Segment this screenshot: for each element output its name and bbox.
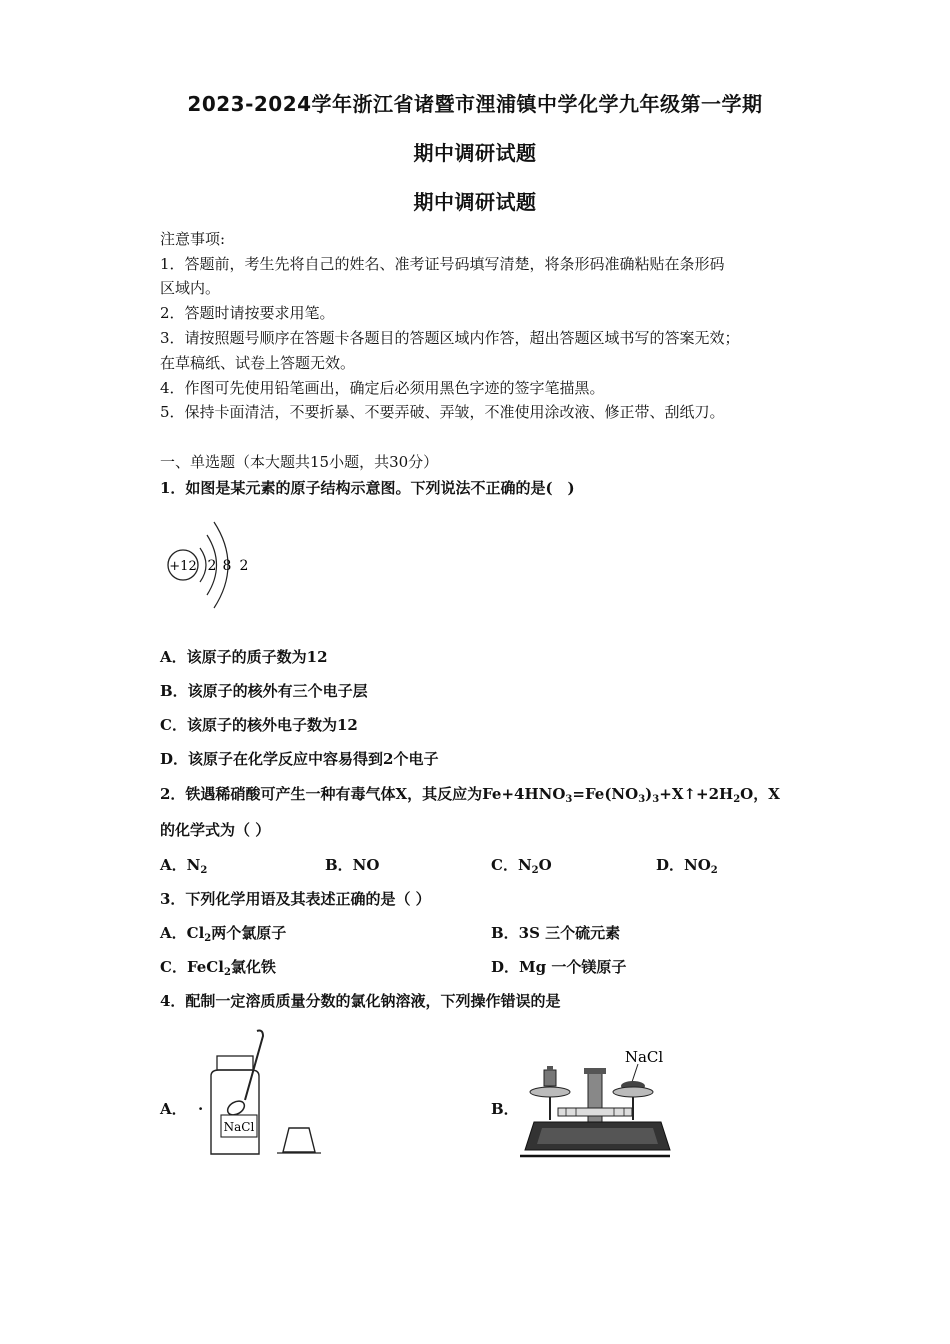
option-subscript: 2 xyxy=(204,933,212,944)
reagent-jar-figure xyxy=(205,1028,325,1158)
q2-option-a xyxy=(160,854,207,876)
option-label: C．N xyxy=(491,856,532,874)
spoon-icon xyxy=(245,1031,263,1100)
balance-top xyxy=(584,1068,606,1074)
q1-option-d: D．该原子在化学反应中容易得到2个电子 xyxy=(160,750,439,768)
notice-item: 1．答题前，考生先将自己的姓名、准考证号码填写清楚，将条形码准确粘贴在条形码 xyxy=(160,255,725,273)
exam-title-line3: 期中调研试题 xyxy=(413,190,537,214)
q3-option-d xyxy=(491,956,626,977)
option-label: A．Cl xyxy=(160,924,205,942)
notice-item: 3．请按照题号顺序在答题卡各题目的答题区域内作答，超出答题区域书写的答案无效； xyxy=(160,329,740,347)
notice-heading: 注意事项: xyxy=(160,230,226,248)
section-heading: 一、单选题（本大题共15小题，共30分） xyxy=(160,453,439,471)
option-label: B．3S 三个硫元素 xyxy=(491,924,621,942)
q4-option-a-label: A． xyxy=(160,1100,187,1118)
stopper-icon xyxy=(283,1128,315,1152)
q2-subscript: 2 xyxy=(733,794,741,805)
option-subscript: 2 xyxy=(710,865,718,876)
q1-option-a: A．该原子的质子数为12 xyxy=(160,648,328,666)
q4-option-b-label: B． xyxy=(491,1100,519,1118)
jar-label: NaCl xyxy=(223,1120,255,1134)
weight-knob xyxy=(547,1066,553,1071)
q2-stem-text: +X↑+2H xyxy=(659,785,734,803)
balance-label: NaCl xyxy=(624,1048,664,1066)
q4-stem: 4．配制一定溶质质量分数的氯化钠溶液，下列操作错误的是 xyxy=(160,992,561,1010)
jar-neck xyxy=(217,1056,253,1070)
q2-subscript: 3 xyxy=(652,794,660,805)
balance-base-panel xyxy=(537,1128,658,1144)
q2-stem xyxy=(160,783,780,805)
q2-subscript: 3 xyxy=(565,794,573,805)
q2-option-d xyxy=(656,854,718,876)
q2-stem-text: O，X xyxy=(740,785,780,803)
label-pointer xyxy=(632,1064,638,1082)
shell-electron-count: 2 xyxy=(207,558,217,574)
q2-option-c xyxy=(491,854,552,876)
notice-item: 2．答题时请按要求用笔。 xyxy=(160,304,335,322)
option-subscript: 2 xyxy=(531,865,539,876)
weight-icon xyxy=(544,1070,556,1086)
q1-stem: 1．如图是某元素的原子结构示意图。下列说法不正确的是( ) xyxy=(160,479,575,497)
q2-option-b xyxy=(325,854,379,875)
right-pan xyxy=(613,1087,653,1097)
q1-option-c: C．该原子的核外电子数为12 xyxy=(160,716,358,734)
option-label: D．Mg 一个镁原子 xyxy=(491,958,627,976)
left-pan xyxy=(530,1087,570,1097)
balance-beam xyxy=(558,1108,632,1116)
notice-item: 5．保持卡面清洁，不要折暴、不要弄破、弄皱，不准使用涂改液、修正带、刮纸刀。 xyxy=(160,403,725,421)
shell-electron-count: 8 xyxy=(222,558,232,574)
option-label: 两个氯原子 xyxy=(211,924,287,942)
option-subscript: 2 xyxy=(223,967,231,978)
q2-stem-text: =Fe(NO xyxy=(572,785,639,803)
q3-option-b xyxy=(491,922,620,943)
atomic-structure-diagram xyxy=(160,508,260,620)
q1-option-b: B．该原子的核外有三个电子层 xyxy=(160,682,368,700)
q3-option-c xyxy=(160,956,276,978)
notice-item: 在草稿纸、试卷上答题无效。 xyxy=(160,354,356,372)
balance-scale-figure xyxy=(520,1042,675,1160)
shell-electron-count: 2 xyxy=(239,558,249,574)
q4-option-a-dot: . xyxy=(198,1096,204,1114)
q3-option-a xyxy=(160,922,286,944)
jar-body-icon xyxy=(211,1070,259,1154)
exam-title-line1: 2023-2024学年浙江省诸暨市浬浦镇中学化学九年级第一学期 xyxy=(187,92,763,116)
option-label: C．FeCl xyxy=(160,958,224,976)
option-subscript: 2 xyxy=(200,865,208,876)
option-label: 氯化铁 xyxy=(230,958,276,976)
option-label: A．N xyxy=(160,856,201,874)
option-label: O xyxy=(538,856,552,874)
q3-stem: 3．下列化学用语及其表述正确的是（ ） xyxy=(160,890,431,908)
electron-shell-1 xyxy=(200,548,206,582)
q2-stem-text: 2．铁遇稀硝酸可产生一种有毒气体X，其反应为Fe+4HNO xyxy=(160,785,566,803)
option-label: D．NO xyxy=(656,856,711,874)
q2-subscript: 3 xyxy=(638,794,646,805)
option-label: B．NO xyxy=(325,856,380,874)
q2-stem-line2: 的化学式为（ ） xyxy=(160,821,271,839)
exam-title-line2: 期中调研试题 xyxy=(413,141,537,165)
q2-stem-text: ) xyxy=(645,785,653,803)
notice-item: 4．作图可先使用铅笔画出，确定后必须用黑色字迹的签字笔描黑。 xyxy=(160,379,605,397)
notice-item: 区域内。 xyxy=(160,279,221,297)
nucleus-charge: +12 xyxy=(169,559,197,574)
